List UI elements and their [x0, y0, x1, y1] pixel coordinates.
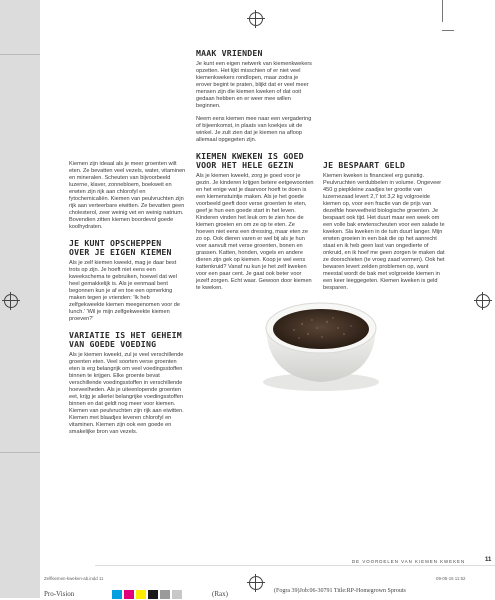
slug-date-time: 09-05-15 11:52	[436, 576, 466, 581]
paragraph-hele-gezin: Als je kiemen kweekt, zorg je goed voor je gezin. Je kinderen krijgen betere eetgewoonten en het enige wat je daarvoor hoeft te doen is een kiemenstuintje maken. Als je het goede voorbeeld geeft door verse groenten te eten, geef je hun een goede start in het leven. Kinderen vinden het leuk om te zien hoe de kiemen groeien en om ze op te eten. Ze hoeven niet eens een dressing, maar eten ze zo op. Ook dieren varen er wel bij als je hun voer aanvult met verse groenten, bonen en grassen. Katten, honden, vogels en andere dieren zijn gek op kiemen. Koop je wel eens kattenkruid? Vanaf nu kun je het zelf kweken voor een paar cent. Je gaat ook beter voor jezelf zorgen. Echt waar. Gewoon door kiemen te kweken.	[196, 173, 314, 291]
heading-eigen-kiemen: JE KUNT OPSCHEPPEN OVER JE EIGEN KIEMEN	[69, 238, 172, 257]
intro-paragraph: Kiemen zijn ideaal als je meer groenten wilt eten. Ze bevatten veel vezels, water, vitaminen en mineralen. Scheuten van bijvoorbeeld luzerne, klaver, zonnebloem, boekweit en erwten zijn rijk aan chlorofyl en fytochemicaliën. Kiemen van peulvruchten zijn rijk aan verteerbare eiwitten. Ze bevatten geen cholesterol, zeer weinig vet en weinig natrium. Bovendien zitten kiemen boordevol goede koolhydraten.	[69, 161, 186, 230]
paragraph-vergadering: Neem eens kiemen mee naar een vergadering of bijeenkomst, in plaats van koekjes uit de winkel. Je zult zien dat je kiemen na afloop allemaal opgegeten zijn.	[196, 116, 312, 143]
column-right	[323, 161, 448, 298]
paragraph-eigen-kiemen: Als je zelf kiemen kweekt, mag je daar best trots op zijn. Je hoeft niet eens een kweekschema te gebruiken, hoewel dat wel heel gemakkelijk is. Als je eenmaal bent begonnen kun je af en toe een opmerking maken tegen je vrienden: 'Ik heb zelfgekweekte kiemen meegenomen voor de lunch.' 'Wil je mijn zelfgekweekte kiemen proeven?'	[69, 260, 181, 322]
crop-mark	[442, 0, 443, 22]
heading-bespaart-geld: JE BESPAART GELD	[323, 160, 406, 170]
heading-hele-gezin: KIEMEN KWEKEN IS GOED VOOR HET HELE GEZIN	[196, 151, 304, 170]
page-number: 11	[485, 557, 492, 563]
paragraph-bespaart-geld: Kiemen kweken is financieel erg gunstig. Peulvruchten verdubbelen in volume. Ongeveer 450 g piepkleine zaadjes ter grootte van luzernezaad levert 2,7 tot 3,2 kg volgroeide kiemen op, voor een fractie van de prijs van dezelfde hoeveelheid biologische groenten. Je bespaart ook tijd. Het duurt maar een week om een volle bak erwtenscheuten voor een salade te kweken. Sla kweken in de tuin duurt langer. Mijn erwten groeien in een bak die op het aanrecht staat en ik heb geen last van ongedierte of onkruid, en ik hoef me geen zorgen te maken dat ze doorschieten (te vroeg zaad vormen). Ook het bewaren levert zelden problemen op, want meestal wordt de bak met volgroeide kiemen in een keer leeggegeten. Kiemen kweken is geld besparen.	[323, 173, 445, 291]
slug-brand: Pro-Vision	[44, 590, 75, 598]
heading-maak-vrienden: MAAK VRIENDEN	[196, 48, 263, 58]
slug-rax: (Rax)	[212, 590, 228, 598]
registration-mark-left	[4, 294, 18, 308]
sprout-seeds-bowl-photo	[252, 282, 390, 394]
running-title: DE VOORDELEN VAN KIEMEN KWEKEN	[352, 559, 466, 564]
column-left	[69, 161, 186, 442]
registration-mark-bottom	[249, 576, 263, 590]
book-page	[40, 0, 490, 598]
color-swatch-magenta	[124, 590, 134, 599]
footer-rule	[95, 565, 495, 566]
color-swatch-gray	[160, 590, 170, 599]
slug-job-info: (Fogra 39)Job:06-30791 Title:RP-Homegrown Sprouts	[274, 588, 406, 594]
color-swatch-black	[148, 590, 158, 599]
adjacent-page-rule	[0, 452, 40, 453]
column-middle	[196, 49, 314, 298]
color-swatch-lightgray	[172, 590, 182, 599]
color-swatch-cyan	[112, 590, 122, 599]
registration-mark-right	[476, 294, 490, 308]
crop-mark	[442, 30, 454, 31]
adjacent-page-rule	[0, 54, 40, 55]
color-swatch-yellow	[136, 590, 146, 599]
registration-mark-top	[249, 12, 263, 26]
paragraph-variatie: Als je kiemen kweekt, zul je veel verschillende groenten eten. Veel soorten verse groenten eten is erg belangrijk om veel voedingsstoffen binnen te krijgen. Elke groente bevat verschillende voedingsstoffen in verschillende hoeveelheden. Als je uiteenlopende groenten eet, krijg je allerlei belangrijke voedingsstoffen binnen en dat geldt nog meer voor kiemen. Kiemen van peulvruchten zijn rijk aan eiwitten. Kiemen met blaadjes leveren chlorofyl en vitaminen. Kiemen zijn ook een goede en smakelijke bron van vezels.	[69, 352, 184, 435]
paragraph-maak-vrienden: Je kunt een eigen netwerk van kiemenkwekers opzetten. Het lijkt misschien of er niet veel kiemenkwekers rondlopen, maar zodra je erover begint te praten, blijkt dat er veel meer mensen zijn die kiemen kweken of dat ooit gedaan hebben en er weer mee willen beginnen.	[196, 61, 312, 109]
heading-variatie: VARIATIE IS HET GEHEIM VAN GOEDE VOEDING	[69, 330, 182, 349]
slug-file-name: Zelfkiemen-kweken-ab.indd 11	[44, 576, 104, 581]
